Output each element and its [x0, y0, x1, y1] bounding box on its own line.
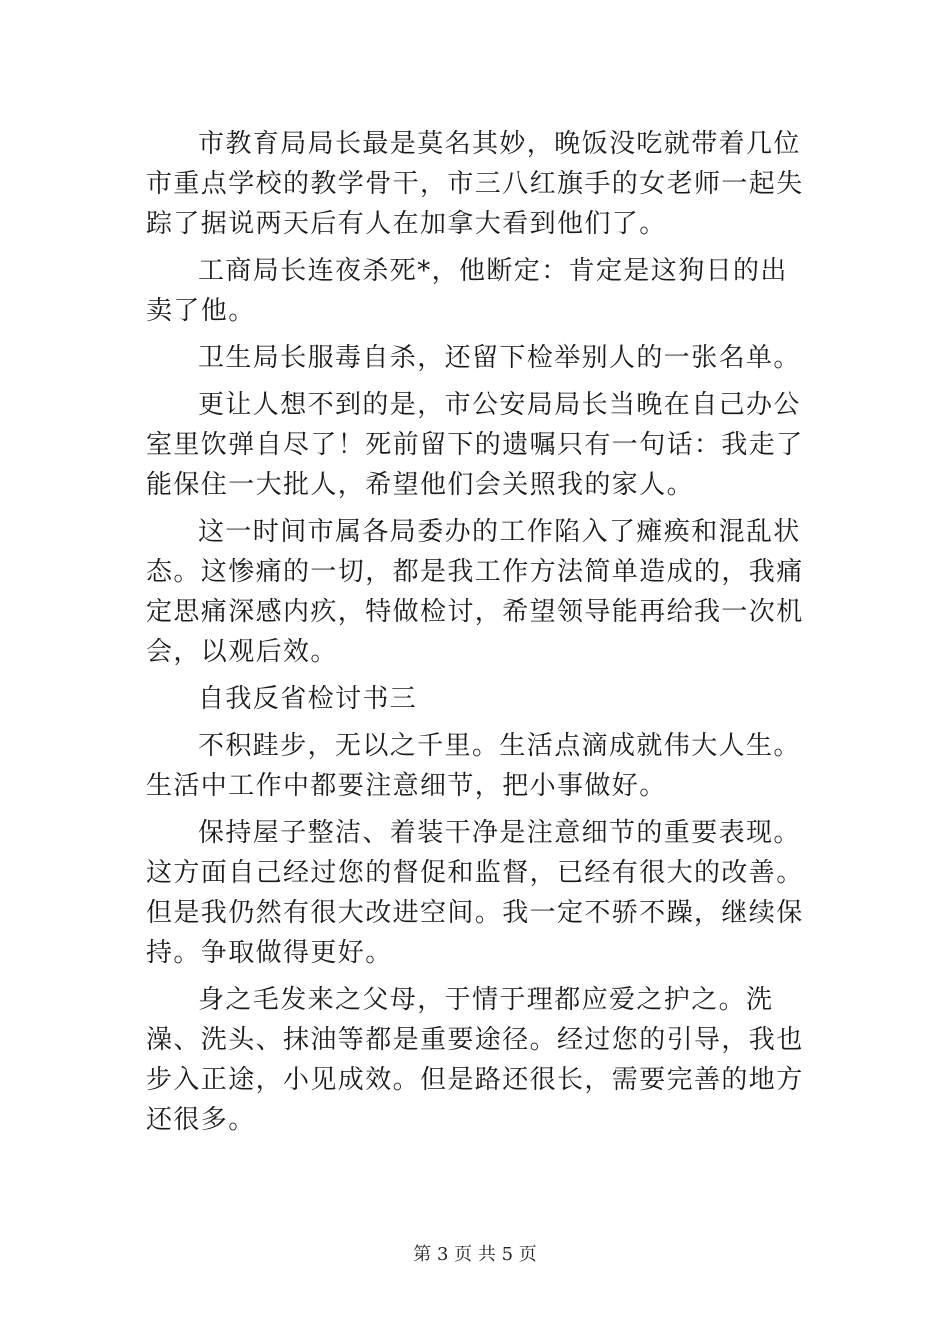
paragraph-tidiness: 保持屋子整洁、着装干净是注意细节的重要表现。这方面自己经过您的督促和监督，已经有很大的改善。但是我仍然有很大改进空间。我一定不骄不躁，继续保持。争取做得更好。	[146, 818, 804, 968]
paragraph-hygiene: 身之毛发来之父母，于情于理都应爱之护之。洗澡、洗头、抹油等都是重要途径。经过您的引导，我也步入正途，小见成效。但是路还很长，需要完善的地方还很多。	[146, 985, 804, 1135]
paragraph-education-bureau: 市教育局局长最是莫名其妙，晚饭没吃就带着几位市重点学校的教学骨干，市三八红旗手的女老师一起失踪了据说两天后有人在加拿大看到他们了。	[146, 129, 804, 239]
paragraph-police-bureau: 更让人想不到的是，市公安局局长当晚在自己办公室里饮弹自尽了！死前留下的遗嘱只有一句话：我走了能保住一大批人，希望他们会关照我的家人。	[146, 390, 804, 500]
paragraph-small-steps: 不积跬步，无以之千里。生活点滴成就伟大人生。生活中工作中都要注意细节，把小事做好。	[146, 731, 801, 801]
paragraph-health-bureau: 卫生局长服毒自杀，还留下检举别人的一张名单。	[198, 343, 801, 373]
document-body	[146, 124, 812, 1147]
page-number: 第 3 页 共 5 页	[413, 1244, 537, 1265]
paragraph-commerce-bureau: 工商局长连夜杀死*，他断定：肯定是这狗日的出卖了他。	[146, 256, 788, 326]
section-heading: 自我反省检讨书三	[198, 684, 418, 714]
paragraph-conclusion: 这一时间市属各局委办的工作陷入了瘫痪和混乱状态。这惨痛的一切，都是我工作方法简单造成的，我痛定思痛深感内疚，特做检讨，希望领导能再给我一次机会，以观后效。	[146, 517, 804, 667]
